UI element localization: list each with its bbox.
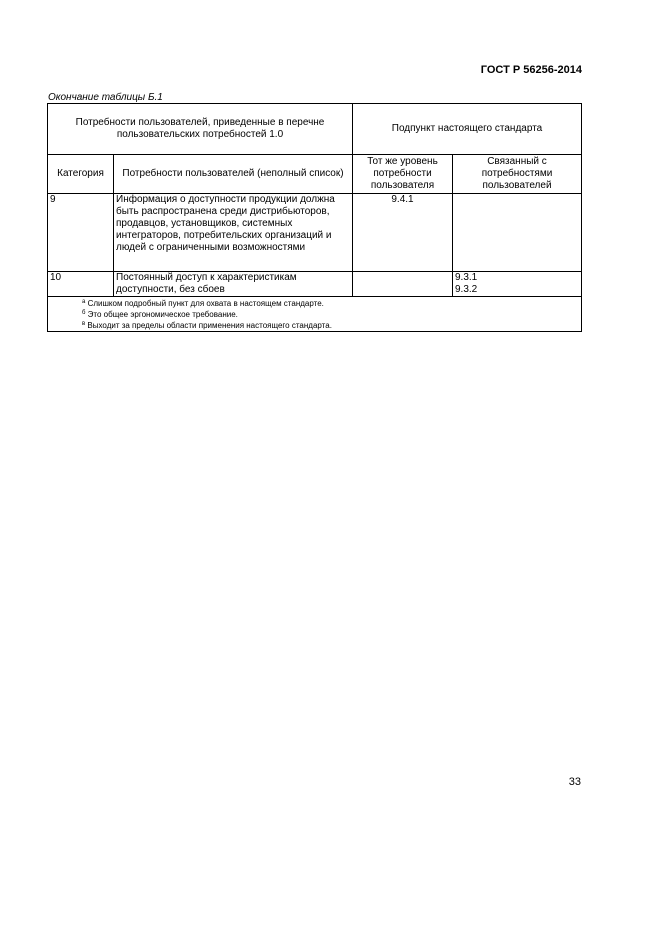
table-header-row-2	[48, 155, 582, 194]
related-subclause: 9.3.1	[455, 272, 478, 283]
footnote	[82, 298, 581, 309]
footnote-mark: а	[82, 299, 86, 305]
footnotes-row	[48, 297, 582, 332]
footnote-text: Это общее эргономическое требование.	[87, 310, 238, 319]
page-number: 33	[568, 776, 581, 788]
header-needs-group: Потребности пользователей, приведенные в перечне пользовательских потребностей 1.0	[48, 104, 353, 155]
header-related: Связанный с потребностями пользователей	[453, 155, 582, 194]
cell-related	[453, 272, 582, 297]
footnote-mark: б	[82, 310, 86, 316]
cell-same-level	[353, 272, 453, 297]
requirements-table	[47, 103, 581, 332]
footnote-text: Слишком подробный пункт для охвата в настоящем стандарте.	[87, 299, 324, 308]
cell-need: Информация о доступности продукции должна быть распространена среди дистрибьюторов, продавцов, установщиков, системных интеграторов, потребительских организаций и людей с ограниченными возможностями	[114, 194, 353, 272]
footnote-mark: в	[82, 321, 86, 327]
footnotes-cell	[48, 297, 582, 332]
cell-category: 9	[48, 194, 114, 272]
document-code: ГОСТ Р 56256-2014	[480, 64, 582, 76]
header-category: Категория	[48, 155, 114, 194]
cell-related	[453, 194, 582, 272]
footnote-text: Выходит за пределы области применения настоящего стандарта.	[87, 321, 332, 330]
table-row	[48, 194, 582, 272]
cell-need: Постоянный доступ к характеристикам доступности, без сбоев	[114, 272, 353, 297]
cell-same-level: 9.4.1	[353, 194, 453, 272]
table-row	[48, 272, 582, 297]
related-subclause: 9.3.2	[455, 284, 478, 295]
header-subclause-group: Подпункт настоящего стандарта	[353, 104, 582, 155]
header-same-level: Тот же уровень потребности пользователя	[353, 155, 453, 194]
header-needs-list: Потребности пользователей (неполный список)	[114, 155, 353, 194]
footnote	[82, 309, 581, 320]
table-caption: Окончание таблицы Б.1	[48, 92, 163, 103]
cell-category: 10	[48, 272, 114, 297]
table-header-row-1	[48, 104, 582, 155]
footnote	[82, 320, 581, 331]
